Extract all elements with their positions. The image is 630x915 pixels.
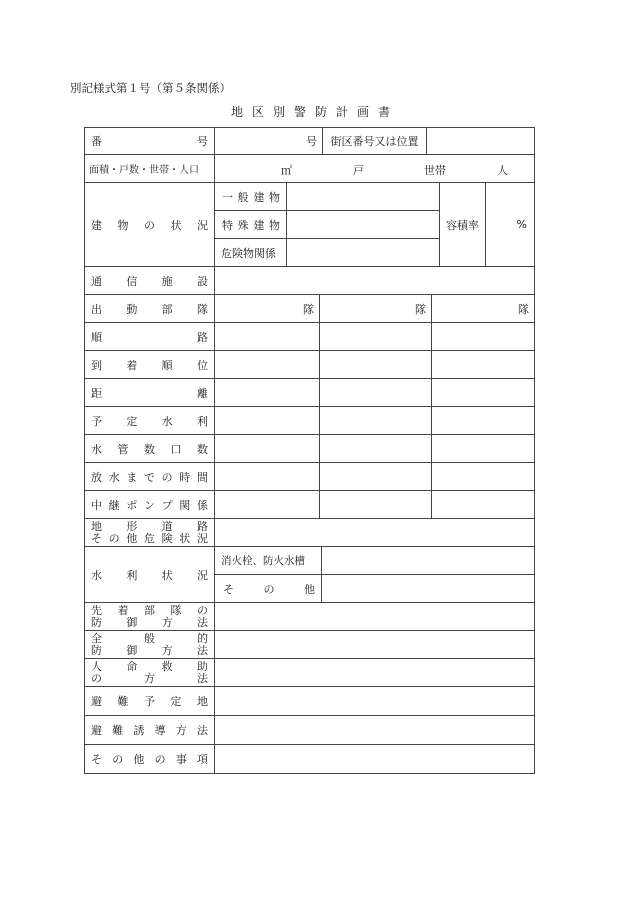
special-building-field[interactable] — [287, 211, 440, 239]
row-distance — [84, 379, 535, 407]
label-order-text: 順 路 — [91, 330, 208, 344]
row-order — [84, 323, 535, 351]
label-arrival-text: 到 着 順 位 — [91, 358, 208, 372]
area-field[interactable] — [215, 155, 535, 183]
label-first-unit-line1: 先 着 部 隊 の — [91, 603, 208, 617]
row-water-status — [84, 547, 535, 603]
label-location — [323, 127, 427, 155]
label-comm-text: 通 信 施 設 — [91, 274, 208, 288]
time-to-discharge-field-3[interactable] — [432, 463, 535, 491]
other-field[interactable] — [215, 745, 535, 774]
label-evac-site-text: 避 難 予 定 地 — [91, 695, 208, 708]
distance-field-1[interactable] — [215, 379, 320, 407]
row-comm — [84, 267, 535, 295]
label-terrain-line1: 地 形 道 路 — [91, 519, 208, 533]
label-floor-ratio — [440, 183, 486, 267]
distance-field-2[interactable] — [320, 379, 432, 407]
form-caption: 別記様式第１号（第５条関係） — [70, 81, 231, 95]
label-number-text: 番 号 — [91, 134, 208, 148]
row-relay-pump — [84, 491, 535, 519]
order-field-1[interactable] — [215, 323, 320, 351]
row-arrival — [84, 351, 535, 379]
label-hazmat — [215, 239, 287, 267]
label-time-to-discharge — [84, 463, 215, 491]
arrival-field-1[interactable] — [215, 351, 320, 379]
label-special-building — [215, 211, 287, 239]
evac-method-field[interactable] — [215, 716, 535, 745]
label-hydrant — [215, 547, 322, 575]
label-order — [84, 323, 215, 351]
row-evac-site — [84, 687, 535, 716]
label-dispatch — [84, 295, 215, 323]
unit-setai: 世帯 — [424, 164, 446, 177]
label-general-building — [215, 183, 287, 211]
label-dispatch-text: 出 動 部 隊 — [91, 302, 208, 316]
label-area-text: 面積・戸数・世帯・人口 — [89, 165, 199, 176]
hazmat-field[interactable] — [287, 239, 440, 267]
label-building-text: 建 物 の 状 況 — [91, 218, 208, 232]
arrival-field-2[interactable] — [320, 351, 432, 379]
distance-field-3[interactable] — [432, 379, 535, 407]
label-other-text: そ の 他 の 事 項 — [91, 753, 208, 766]
label-rescue-line2: の 方 法 — [91, 671, 208, 685]
hose-count-field-3[interactable] — [432, 435, 535, 463]
label-water-other-text: そ の 他 — [223, 582, 315, 596]
label-first-unit — [84, 603, 215, 631]
planned-water-field-3[interactable] — [432, 407, 535, 435]
label-general-line2: 防 御 方 法 — [91, 643, 208, 657]
label-area — [84, 155, 215, 183]
floor-ratio-field[interactable] — [486, 183, 535, 267]
row-building — [84, 183, 535, 267]
number-field[interactable] — [215, 127, 323, 155]
label-general — [84, 631, 215, 659]
label-relay-pump — [84, 491, 215, 519]
dispatch-field-2[interactable] — [320, 295, 432, 323]
water-other-field[interactable] — [322, 575, 535, 603]
label-general-building-text: 一 般 建 物 — [222, 190, 280, 204]
document-title: 地区別警防計画書 — [230, 105, 399, 119]
hydrant-field[interactable] — [322, 547, 535, 575]
planned-water-field-2[interactable] — [320, 407, 432, 435]
first-unit-field[interactable] — [215, 603, 535, 631]
label-rescue — [84, 659, 215, 687]
row-planned-water — [84, 407, 535, 435]
evac-site-field[interactable] — [215, 687, 535, 716]
planned-water-field-1[interactable] — [215, 407, 320, 435]
terrain-field[interactable] — [215, 519, 535, 547]
row-dispatch — [84, 295, 535, 323]
dispatch-field-3[interactable] — [432, 295, 535, 323]
dispatch-unit-1: 隊 — [303, 302, 314, 316]
row-number — [84, 127, 535, 155]
floor-ratio-unit: % — [516, 218, 527, 231]
label-evac-method-text: 避 難 誘 導 方 法 — [91, 724, 208, 737]
unit-people: 人 — [497, 164, 508, 177]
row-general — [84, 631, 535, 659]
label-arrival — [84, 351, 215, 379]
general-field[interactable] — [215, 631, 535, 659]
label-water-status — [84, 547, 215, 603]
label-evac-method — [84, 716, 215, 745]
row-first-unit — [84, 603, 535, 631]
dispatch-field-1[interactable] — [215, 295, 320, 323]
location-field[interactable] — [427, 127, 535, 155]
row-time-to-discharge — [84, 463, 535, 491]
label-rescue-line1: 人 命 救 助 — [91, 659, 208, 673]
label-comm — [84, 267, 215, 295]
row-evac-method — [84, 716, 535, 745]
order-field-3[interactable] — [432, 323, 535, 351]
label-terrain-line2: そ の 他 危 険 状 況 — [91, 531, 208, 545]
time-to-discharge-field-2[interactable] — [320, 463, 432, 491]
label-planned-water-text: 予 定 水 利 — [91, 414, 208, 428]
label-general-line1: 全 般 的 — [91, 631, 208, 645]
comm-field[interactable] — [215, 267, 535, 295]
label-distance-text: 距 離 — [91, 386, 208, 400]
label-hydrant-text: 消火栓、防火水槽 — [221, 555, 305, 567]
order-field-2[interactable] — [320, 323, 432, 351]
row-rescue — [84, 659, 535, 687]
label-special-building-text: 特 殊 建 物 — [222, 218, 280, 232]
label-water-other — [215, 575, 322, 603]
label-first-unit-line2: 防 御 方 法 — [91, 615, 208, 629]
label-hose-count — [84, 435, 215, 463]
hose-count-field-2[interactable] — [320, 435, 432, 463]
relay-pump-field-3[interactable] — [432, 491, 535, 519]
hose-count-field-1[interactable] — [215, 435, 320, 463]
label-planned-water — [84, 407, 215, 435]
general-building-field[interactable] — [287, 183, 440, 211]
arrival-field-3[interactable] — [432, 351, 535, 379]
label-hose-count-text: 水 管 数 口 数 — [91, 442, 208, 456]
label-location-text: 街区番号又は位置 — [330, 134, 419, 148]
row-hose-count — [84, 435, 535, 463]
row-terrain — [84, 519, 535, 547]
relay-pump-field-1[interactable] — [215, 491, 320, 519]
label-hazmat-text: 危険物関係 — [221, 246, 276, 260]
label-distance — [84, 379, 215, 407]
label-terrain — [84, 519, 215, 547]
dispatch-unit-3: 隊 — [518, 302, 529, 316]
label-number — [84, 127, 215, 155]
unit-households-count: 戸 — [353, 164, 364, 177]
label-water-status-text: 水 利 状 況 — [91, 568, 208, 582]
label-floor-ratio-text: 容積率 — [446, 218, 479, 232]
label-evac-site — [84, 687, 215, 716]
rescue-field[interactable] — [215, 659, 535, 687]
label-time-to-discharge-text: 放 水 ま で の 時 間 — [91, 470, 208, 484]
dispatch-unit-2: 隊 — [415, 302, 426, 316]
number-unit: 号 — [306, 134, 317, 148]
unit-sqm: ㎡ — [281, 164, 292, 177]
label-building — [84, 183, 215, 267]
time-to-discharge-field-1[interactable] — [215, 463, 320, 491]
relay-pump-field-2[interactable] — [320, 491, 432, 519]
row-other — [84, 745, 535, 774]
row-area — [84, 155, 535, 183]
label-other — [84, 745, 215, 774]
label-relay-pump-text: 中 継 ポ ン プ 関 係 — [91, 498, 208, 512]
